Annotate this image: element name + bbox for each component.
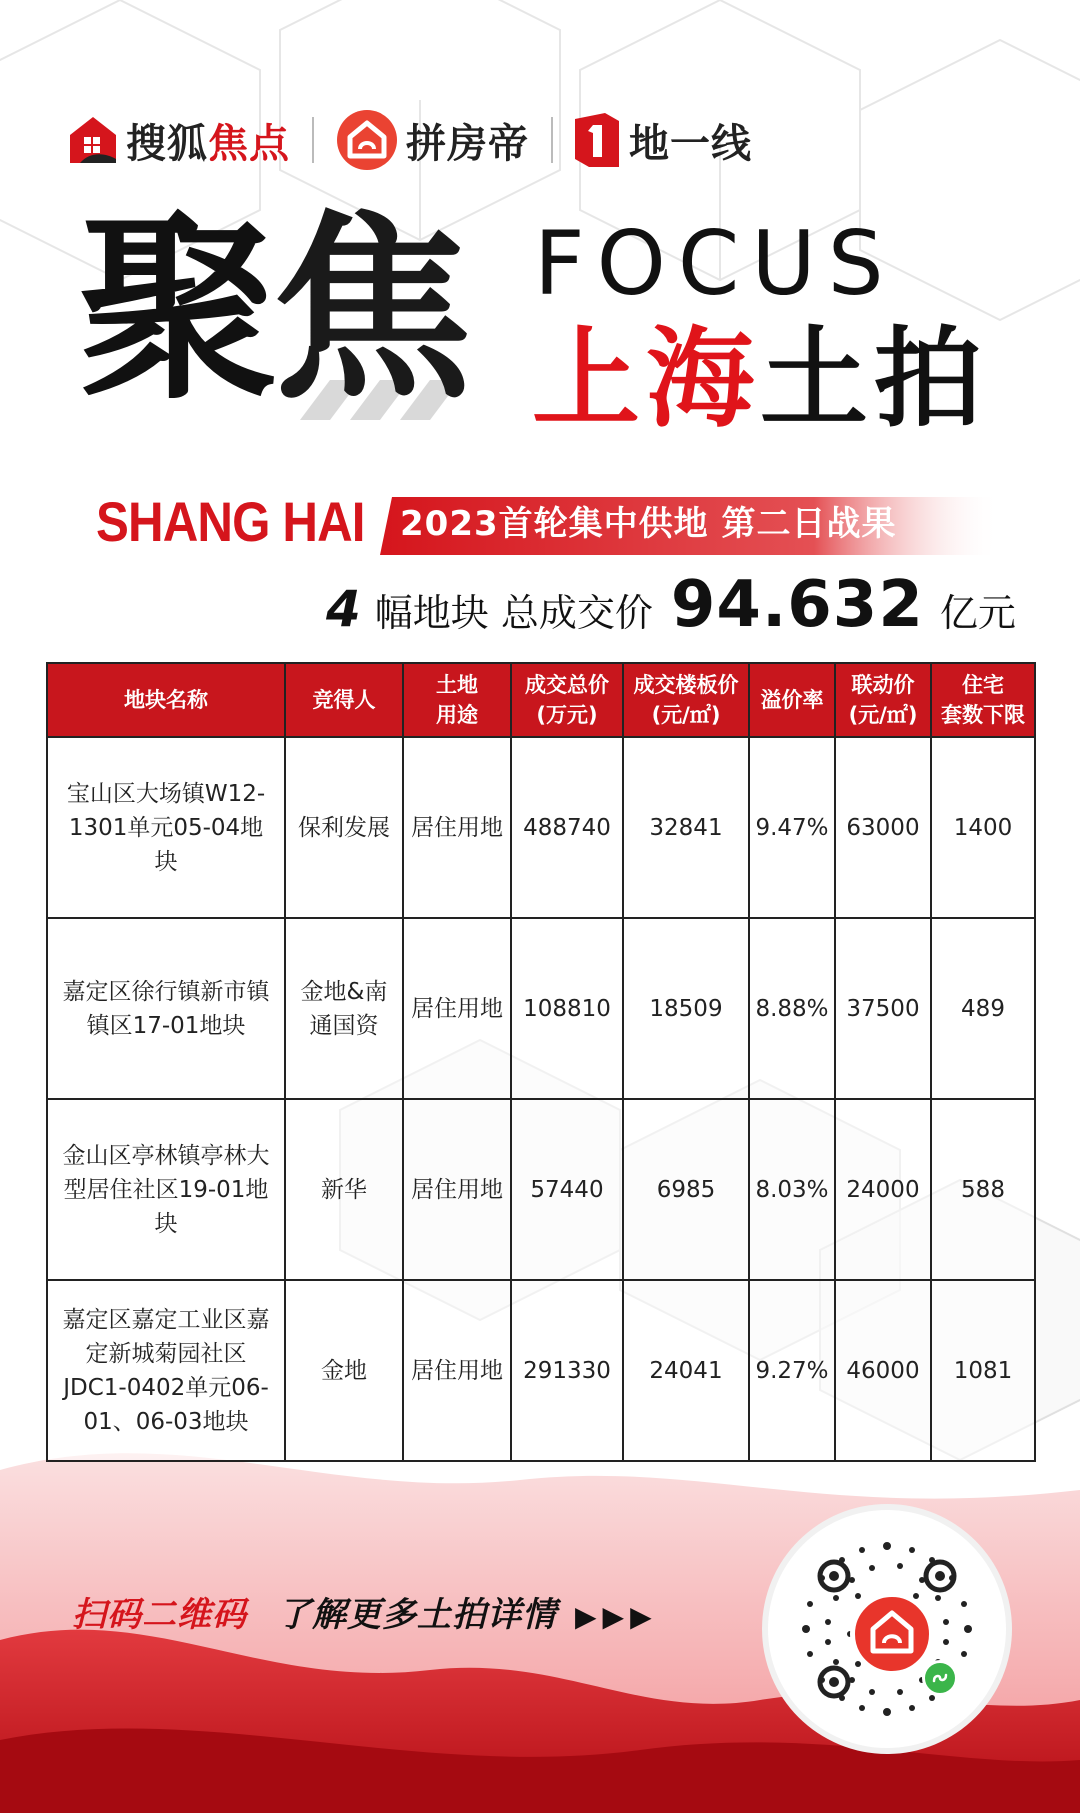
cell-winner: 保利发展 (285, 737, 403, 918)
cell-linked-price: 37500 (835, 918, 931, 1099)
call-to-action (72, 1587, 658, 1636)
brand-diyixian (575, 112, 752, 169)
banner-label: 2023首轮集中供地 第二日战果 (400, 504, 897, 544)
cell-min-units: 1400 (931, 737, 1035, 918)
cell-total-price: 57440 (511, 1099, 623, 1280)
summary-line (326, 568, 1016, 648)
cell-plot-name: 金山区亭林镇亭林大型居住社区19-01地块 (47, 1099, 285, 1280)
cta-more-text: 了解更多土拍详情 (277, 1595, 557, 1635)
hero-subtitle (532, 317, 989, 442)
hero-char-1: 聚 (78, 194, 273, 427)
focus-word: FOCUS (534, 212, 896, 315)
brand-pinfangdi-label: 拼房帝 (406, 120, 529, 167)
cell-premium-rate: 8.88% (749, 918, 835, 1099)
cell-winner: 金地 (285, 1280, 403, 1461)
city-english-name: SHANG HAI (96, 490, 365, 553)
header-plot-name: 地块名称 (47, 663, 285, 737)
diyixian-logo-icon (575, 113, 619, 167)
cell-total-price: 108810 (511, 918, 623, 1099)
sohu-house-icon (66, 113, 120, 167)
cell-min-units: 1081 (931, 1280, 1035, 1461)
cell-min-units: 588 (931, 1099, 1035, 1280)
cell-premium-rate: 8.03% (749, 1099, 835, 1280)
header-land-use: 土地 用途 (403, 663, 511, 737)
header-min-units: 住宅 套数下限 (931, 663, 1035, 737)
cta-arrows-icon: ▶▶▶ (575, 1600, 658, 1633)
mini-program-icon (922, 1660, 958, 1696)
qr-code[interactable] (768, 1510, 1006, 1748)
pinfangdi-logo-icon (850, 1592, 934, 1676)
total-price-unit: 亿元 (939, 591, 1016, 635)
brand-sohu-prefix: 搜狐 (126, 120, 208, 167)
hero-title (78, 194, 467, 427)
total-price: 94.632 (670, 568, 924, 642)
brand-sohu-suffix: 焦点 (208, 120, 290, 167)
cell-land-use: 居住用地 (403, 1099, 511, 1280)
cell-plot-name: 嘉定区徐行镇新市镇镇区17-01地块 (47, 918, 285, 1099)
cell-land-use: 居住用地 (403, 1280, 511, 1461)
cell-plot-name: 宝山区大场镇W12-1301单元05-04地块 (47, 737, 285, 918)
pinfangdi-house-icon (336, 109, 398, 171)
cell-linked-price: 46000 (835, 1280, 931, 1461)
cell-land-use: 居住用地 (403, 737, 511, 918)
cell-floor-price: 18509 (623, 918, 749, 1099)
table-row (47, 737, 1035, 918)
header-winner: 竞得人 (285, 663, 403, 737)
cell-floor-price: 32841 (623, 737, 749, 918)
cell-premium-rate: 9.47% (749, 737, 835, 918)
header-total-price: 成交总价 (万元) (511, 663, 623, 737)
cell-winner: 新华 (285, 1099, 403, 1280)
cell-floor-price: 24041 (623, 1280, 749, 1461)
subtitle-red: 上海 (532, 317, 761, 442)
brand-pinfangdi (336, 109, 529, 171)
cell-floor-price: 6985 (623, 1099, 749, 1280)
cell-premium-rate: 9.27% (749, 1280, 835, 1461)
brand-sohu (66, 112, 290, 169)
subtitle-black: 土拍 (760, 317, 989, 442)
cell-linked-price: 24000 (835, 1099, 931, 1280)
table-row (47, 1280, 1035, 1461)
header-linked-price: 联动价 (元/㎡) (835, 663, 931, 737)
plot-count-unit: 幅地块 总成交价 (374, 591, 653, 635)
plot-count: 4 (326, 580, 361, 638)
cta-scan-text: 扫码二维码 (72, 1595, 247, 1635)
brand-row (66, 100, 752, 180)
brand-divider (551, 117, 553, 163)
cell-min-units: 489 (931, 918, 1035, 1099)
header-floor-price: 成交楼板价 (元/㎡) (623, 663, 749, 737)
cell-land-use: 居住用地 (403, 918, 511, 1099)
hero-char-2: 焦 (272, 194, 467, 427)
cell-total-price: 291330 (511, 1280, 623, 1461)
cell-total-price: 488740 (511, 737, 623, 918)
brand-diyixian-label: 地一线 (629, 120, 752, 167)
brand-divider (312, 117, 314, 163)
land-auction-table (46, 662, 1036, 1462)
cell-winner: 金地&南通国资 (285, 918, 403, 1099)
header-premium-rate: 溢价率 (749, 663, 835, 737)
table-row (47, 1099, 1035, 1280)
table-header-row (47, 663, 1035, 737)
cell-plot-name: 嘉定区嘉定工业区嘉定新城菊园社区JDC1-0402单元06-01、06-03地块 (47, 1280, 285, 1461)
cell-linked-price: 63000 (835, 737, 931, 918)
table-row (47, 918, 1035, 1099)
